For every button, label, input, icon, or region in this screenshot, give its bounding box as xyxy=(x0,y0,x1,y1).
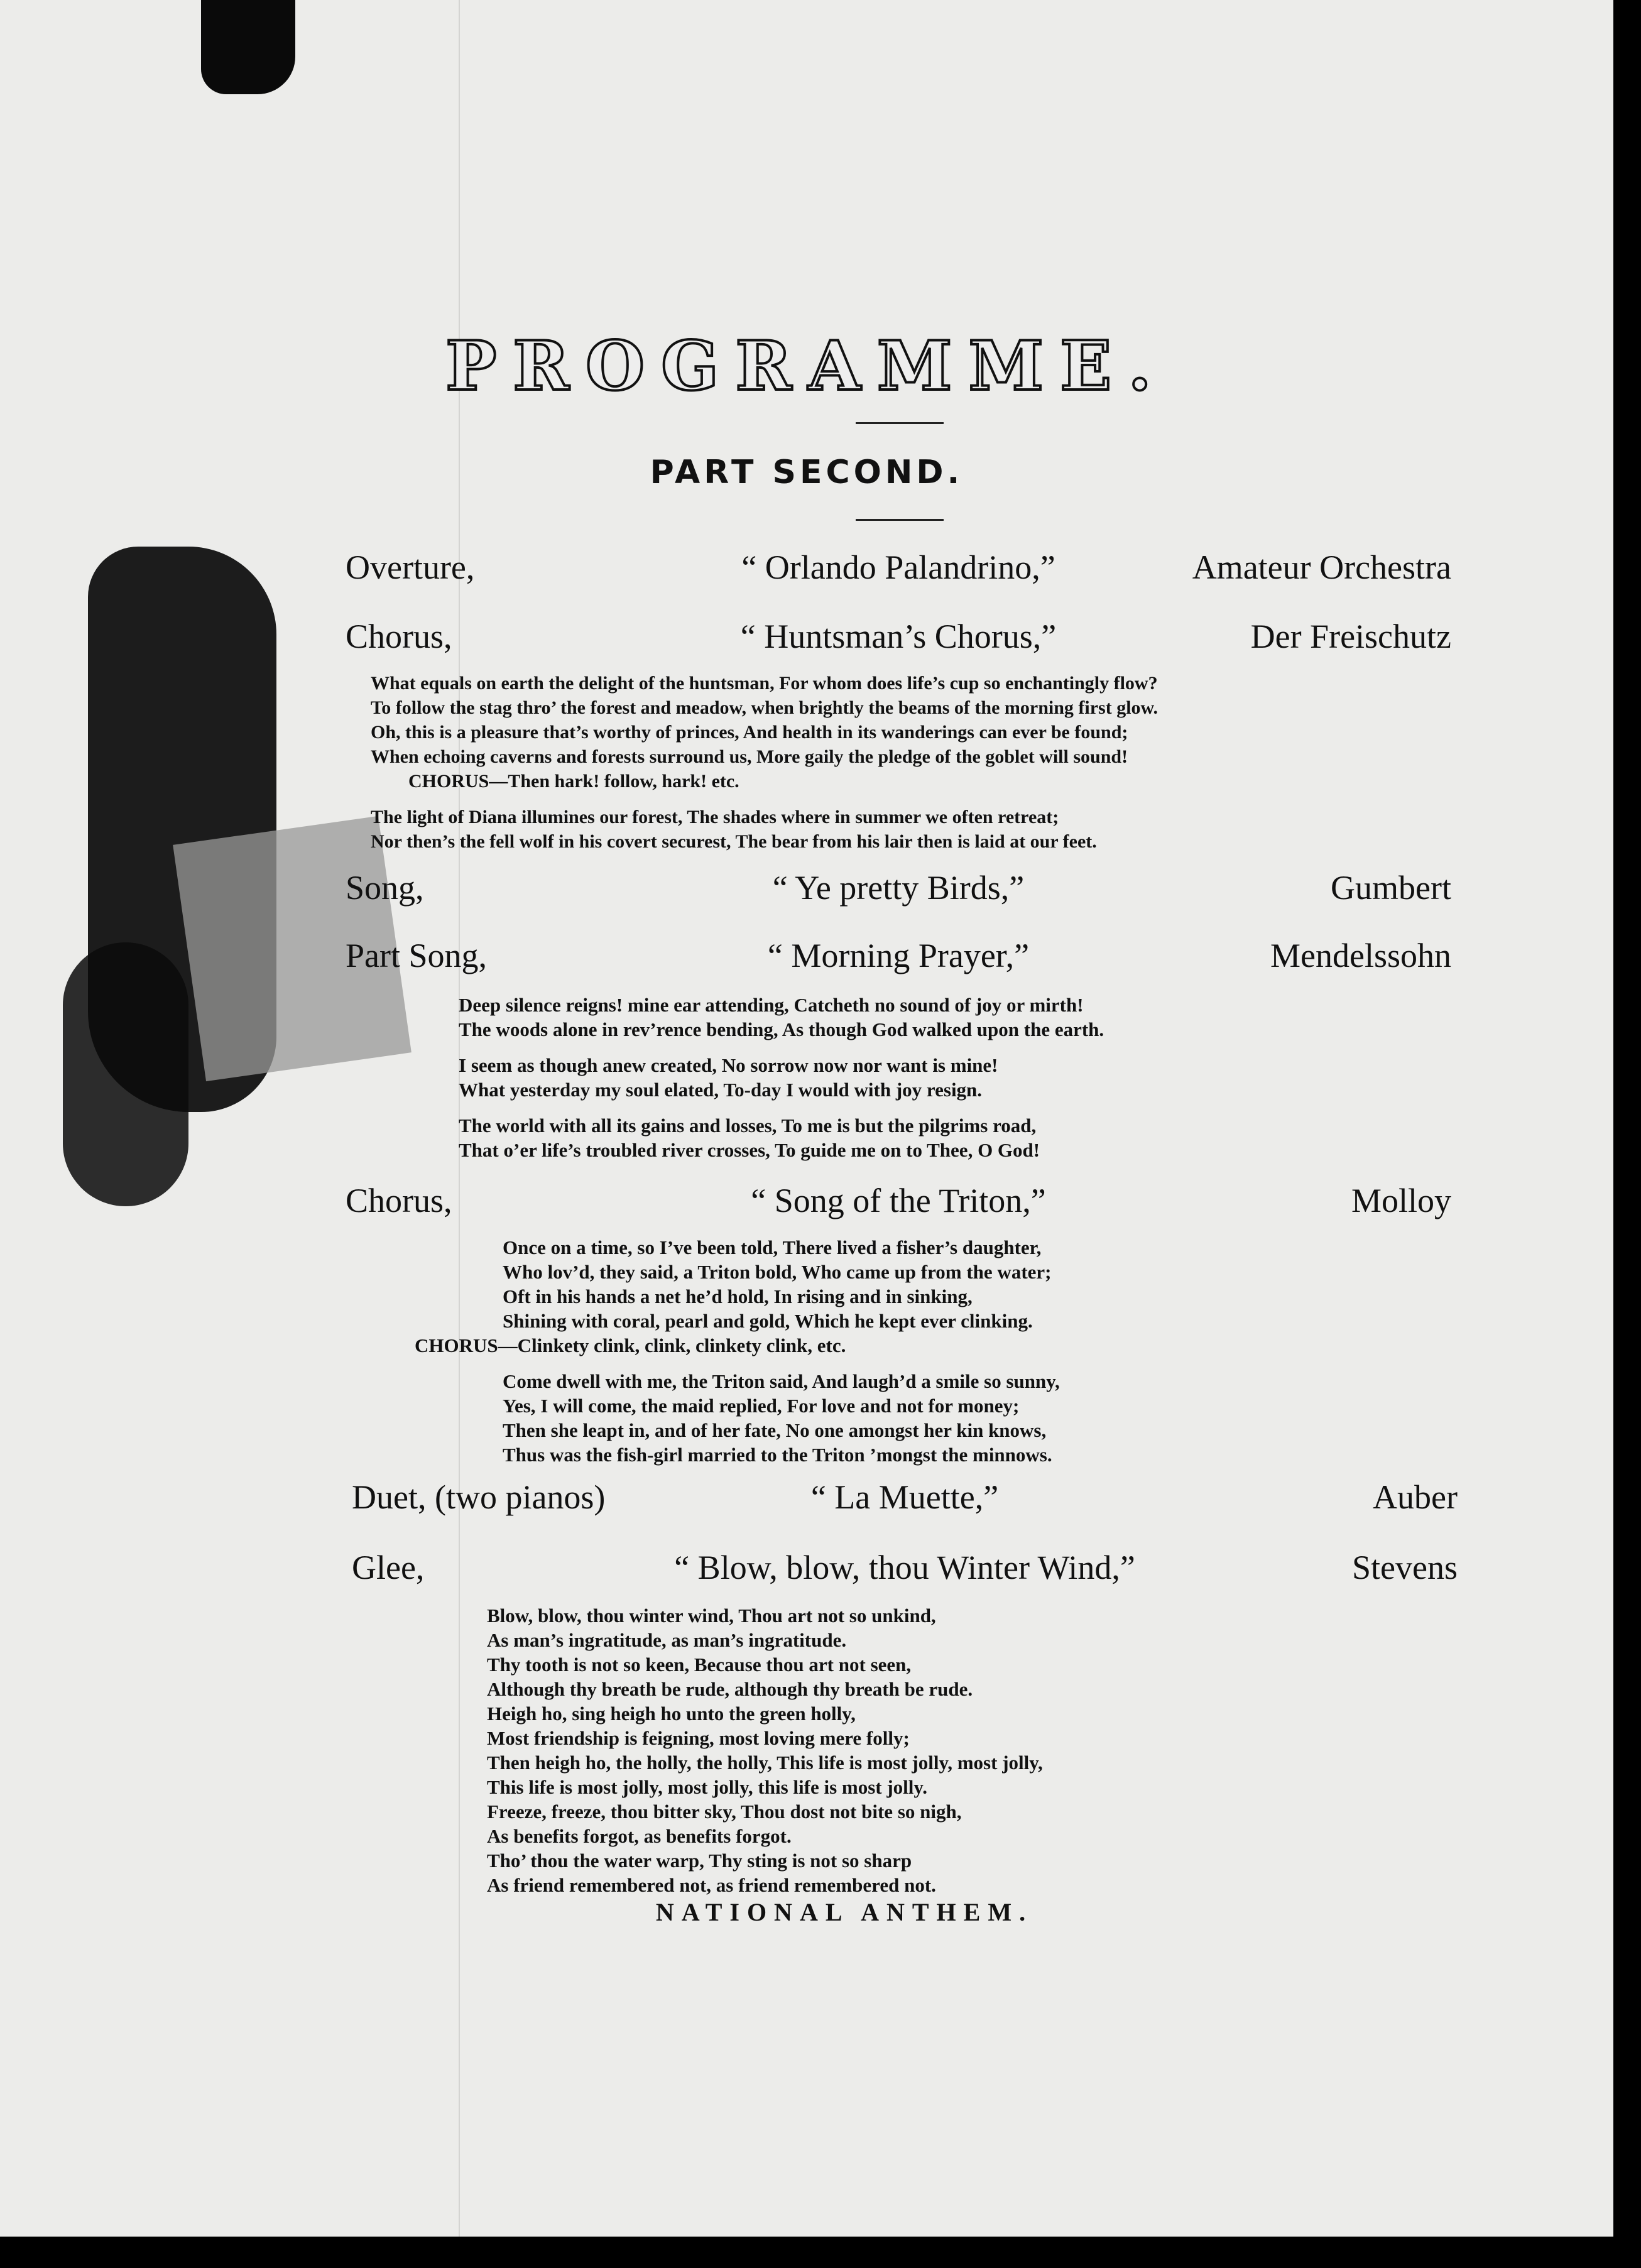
item-piece: “ La Muette,” xyxy=(810,1478,999,1516)
lyric-line: Shining with coral, pearl and gold, Which he kept ever clinking. xyxy=(503,1310,1033,1332)
lyric-line: Who lov’d, they said, a Triton bold, Who came up from the water; xyxy=(503,1261,1052,1283)
stanza-gap xyxy=(503,1358,1060,1369)
lyrics-block xyxy=(487,1603,1043,1897)
scan-border-bottom xyxy=(0,2237,1641,2268)
item-piece: “ Ye pretty Birds,” xyxy=(772,869,1025,907)
programme-item xyxy=(346,1181,1451,1231)
lyrics-block xyxy=(415,1235,1060,1467)
stanza-gap xyxy=(371,793,1158,805)
item-author: Amateur Orchestra xyxy=(1192,548,1451,586)
lyric-line: Nor then’s the fell wolf in his covert securest, The bear from his lair then is laid at our feet. xyxy=(371,831,1097,852)
subtitle-divider xyxy=(856,519,944,521)
item-kind: Glee, xyxy=(352,1549,425,1586)
ink-stain-top xyxy=(201,0,295,94)
item-piece: “ Morning Prayer,” xyxy=(767,937,1030,974)
item-author: Stevens xyxy=(1352,1549,1458,1586)
programme-item xyxy=(352,1548,1458,1598)
lyric-line: What equals on earth the delight of the huntsman, For whom does life’s cup so enchantingly flow? xyxy=(371,673,1158,694)
lyrics-block xyxy=(371,671,1158,854)
item-piece: “ Orlando Palandrino,” xyxy=(741,548,1055,586)
closing-anthem: NATIONAL ANTHEM. xyxy=(655,1898,1033,1926)
lyric-line: When echoing caverns and forests surround us, More gaily the pledge of the goblet will sound! xyxy=(371,746,1128,767)
item-author: Auber xyxy=(1373,1478,1458,1516)
lyric-line: Blow, blow, thou winter wind, Thou art not so unkind, xyxy=(487,1605,936,1627)
item-kind: Part Song, xyxy=(346,937,488,974)
lyric-line: Freeze, freeze, thou bitter sky, Thou dost not bite so nigh, xyxy=(487,1801,962,1823)
lyric-line: Thus was the fish-girl married to the Triton ’mongst the minnows. xyxy=(503,1444,1052,1466)
programme-item xyxy=(346,936,1451,986)
lyric-line: As friend remembered not, as friend remembered not. xyxy=(487,1874,936,1896)
title-divider xyxy=(856,422,944,424)
item-kind: Chorus, xyxy=(346,1182,452,1219)
item-piece: “ Blow, blow, thou Winter Wind,” xyxy=(674,1549,1135,1586)
chorus-line: CHORUS—Then hark! follow, hark! etc. xyxy=(408,771,739,792)
programme-item xyxy=(346,548,1451,598)
item-kind: Overture, xyxy=(346,548,475,586)
lyrics-block xyxy=(459,993,1104,1162)
item-author: Der Freischutz xyxy=(1250,618,1451,655)
lyric-line: The woods alone in rev’rence bending, As though God walked upon the earth. xyxy=(459,1018,1104,1040)
lyric-line: Come dwell with me, the Triton said, And laugh’d a smile so sunny, xyxy=(503,1370,1060,1392)
item-author: Mendelssohn xyxy=(1270,937,1451,974)
lyric-line: Oh, this is a pleasure that’s worthy of princes, And health in its wanderings can ever be found; xyxy=(371,722,1128,743)
item-kind: Chorus, xyxy=(346,618,452,655)
item-piece: “ Song of the Triton,” xyxy=(751,1182,1046,1219)
item-author: Gumbert xyxy=(1331,869,1451,907)
scan-border-right xyxy=(1613,0,1641,2268)
lyric-line: This life is most jolly, most jolly, this life is most jolly. xyxy=(487,1776,927,1798)
lyric-line: Yes, I will come, the maid replied, For love and not for money; xyxy=(503,1395,1020,1417)
item-piece: “ Huntsman’s Chorus,” xyxy=(740,618,1057,655)
ink-stain-left-lower xyxy=(63,942,188,1206)
programme-item xyxy=(346,868,1451,919)
lyric-line: As man’s ingratitude, as man’s ingratitude. xyxy=(487,1629,847,1651)
lyric-line: Thy tooth is not so keen, Because thou art not seen, xyxy=(487,1654,912,1676)
lyric-line: That o’er life’s troubled river crosses, To guide me on to Thee, O God! xyxy=(459,1139,1040,1161)
programme-item xyxy=(346,617,1451,667)
lyric-line: Most friendship is feigning, most loving mere folly; xyxy=(487,1727,910,1749)
chorus-line: CHORUS—Clinkety clink, clink, clinkety clink, etc. xyxy=(415,1334,846,1356)
part-heading: PART SECOND. xyxy=(650,454,964,491)
lyric-line: Tho’ thou the water warp, Thy sting is not so sharp xyxy=(487,1850,912,1872)
lyric-line: What yesterday my soul elated, To-day I would with joy resign. xyxy=(459,1079,983,1101)
lyric-line: To follow the stag thro’ the forest and meadow, when brightly the beams of the morning first glow. xyxy=(371,697,1159,718)
stanza-gap xyxy=(459,1102,1104,1113)
page-title: PROGRAMME. xyxy=(445,327,1168,406)
programme-item xyxy=(352,1478,1458,1528)
lyric-line: As benefits forgot, as benefits forgot. xyxy=(487,1825,792,1847)
item-author: Molloy xyxy=(1351,1182,1451,1219)
item-kind: Duet, (two pianos) xyxy=(352,1478,606,1516)
lyric-line: The world with all its gains and losses, To me is but the pilgrims road, xyxy=(459,1115,1037,1137)
lyric-line: Once on a time, so I’ve been told, There lived a fisher’s daughter, xyxy=(503,1236,1042,1258)
stanza-gap xyxy=(459,1042,1104,1053)
lyric-line: Although thy breath be rude, although thy breath be rude. xyxy=(487,1678,973,1700)
lyric-line: I seem as though anew created, No sorrow now nor want is mine! xyxy=(459,1054,998,1076)
lyric-line: Heigh ho, sing heigh ho unto the green holly, xyxy=(487,1703,856,1725)
lyric-line: Then she leapt in, and of her fate, No one amongst her kin knows, xyxy=(503,1419,1047,1441)
lyric-line: The light of Diana illumines our forest, The shades where in summer we often retreat; xyxy=(371,807,1059,827)
item-kind: Song, xyxy=(346,869,424,907)
lyric-line: Oft in his hands a net he’d hold, In rising and in sinking, xyxy=(503,1285,973,1307)
lyric-line: Deep silence reigns! mine ear attending, Catcheth no sound of joy or mirth! xyxy=(459,994,1084,1016)
lyric-line: Then heigh ho, the holly, the holly, This life is most jolly, most jolly, xyxy=(487,1752,1043,1774)
